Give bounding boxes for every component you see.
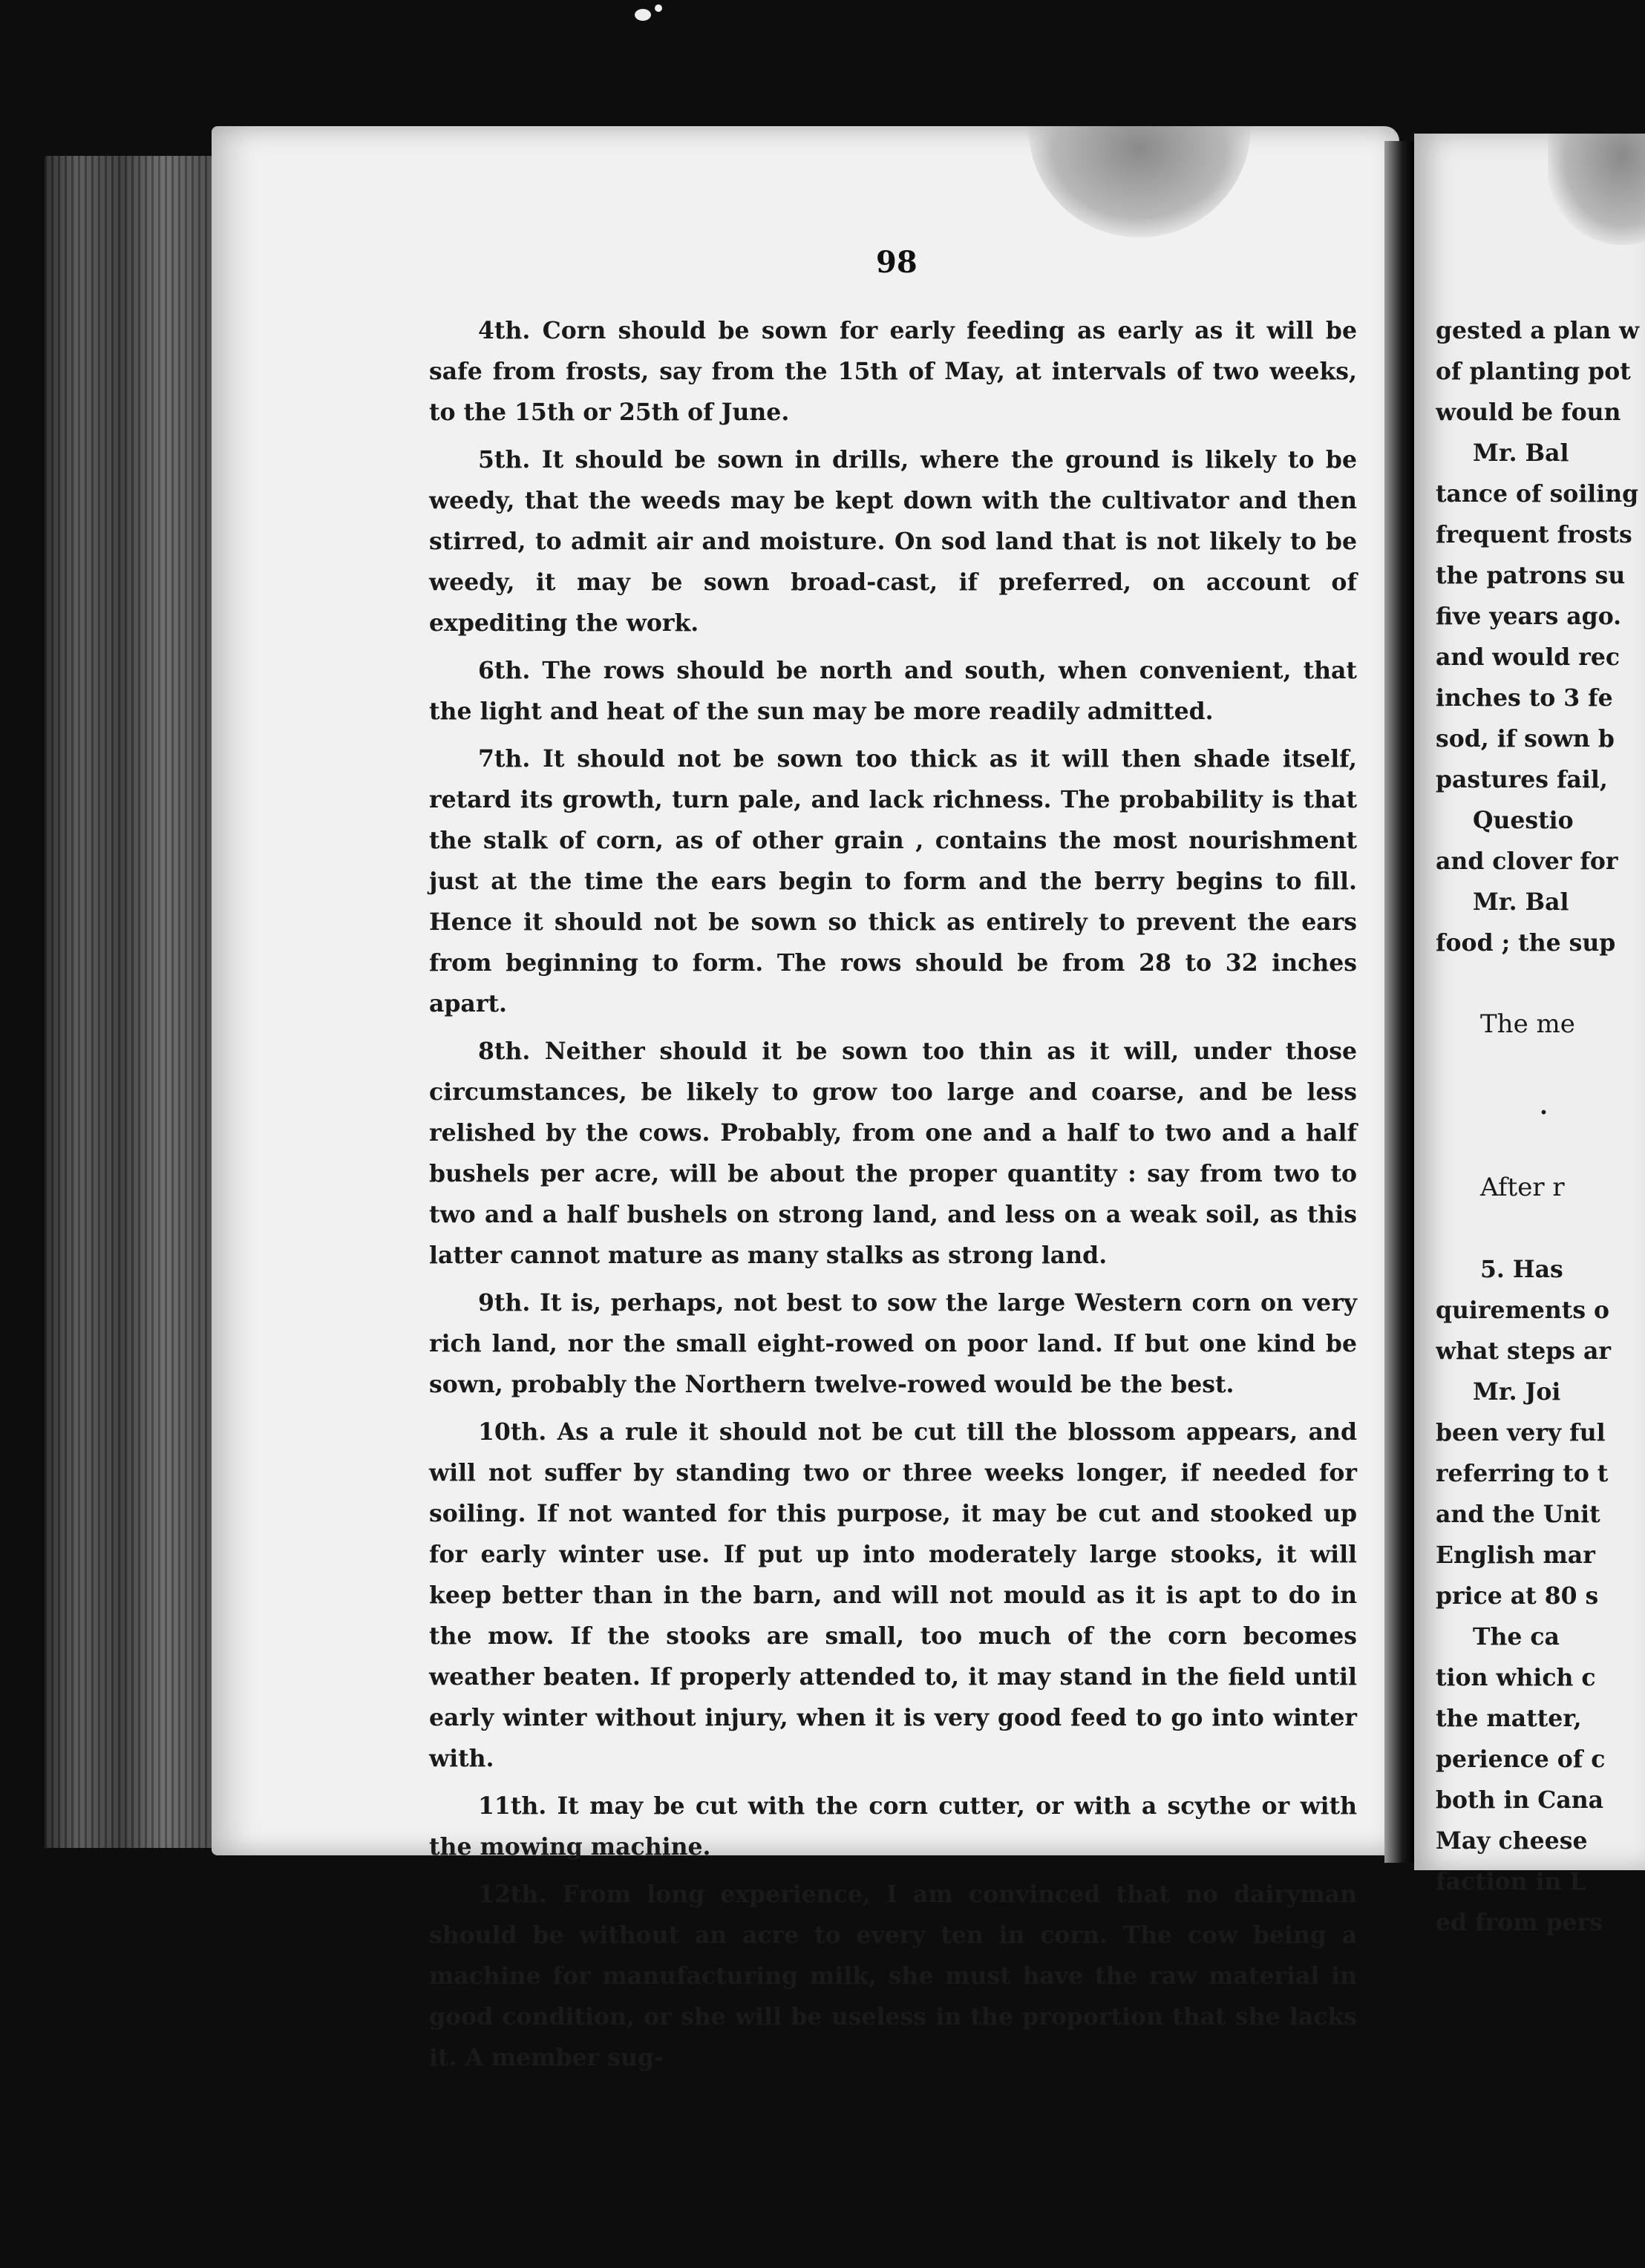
next-page-line: . (1540, 1092, 1548, 1120)
next-page-line: inches to 3 fe (1436, 684, 1613, 712)
next-page-line: The me (1480, 1009, 1575, 1039)
next-page-line: 5. Has (1480, 1256, 1563, 1283)
page-stain (1548, 134, 1645, 245)
paragraph-6th: 6th. The rows should be north and south, when convenient, that the light and heat of the sun may be more readily admitted. (429, 657, 1357, 725)
next-page-line (1436, 963, 1645, 1004)
next-page-line: both in Cana (1436, 1786, 1604, 1814)
paragraph-9th: 9th. It is, perhaps, not best to sow the large Western corn on very rich land, nor the small eight-rowed on poor land. If but one kind be sown, probably the Northern twelve-rowed would be the best. (429, 1289, 1357, 1398)
dust-speck (655, 4, 662, 12)
next-page-line: of planting pot (1436, 358, 1631, 385)
paragraph-12th: 12th. From long experience, I am convinced that no dairyman should be without an acre to every ten in corn. The cow being a machine for manufacturing milk, she must have the raw material in good condition, or she will be useless in the proportion that she lacks it. A member sug- (429, 1881, 1357, 2071)
next-page-line: been very ful (1436, 1419, 1606, 1446)
next-page-line: tance of soiling (1436, 480, 1639, 508)
next-page-text (1436, 310, 1645, 1943)
next-page-line: food ; the sup (1436, 929, 1616, 957)
next-page-line: Mr. Bal (1473, 439, 1569, 467)
page-number: 98 (876, 245, 918, 280)
next-page-line: After r (1480, 1173, 1565, 1202)
page-body-text (429, 310, 1357, 2078)
next-page-line: what steps ar (1436, 1337, 1612, 1365)
next-page-line (1436, 1127, 1645, 1167)
next-page-line: the matter, (1436, 1705, 1582, 1732)
paragraph-11th: 11th. It may be cut with the corn cutter, or with a scythe or with the mowing machine. (429, 1792, 1357, 1861)
next-page-line: gested a plan w (1436, 317, 1640, 344)
paragraph-4th: 4th. Corn should be sown for early feeding as early as it will be safe from frosts, say from the 15th of May, at intervals of two weeks, to the 15th or 25th of June. (429, 317, 1357, 426)
next-page-line: English mar (1436, 1541, 1595, 1569)
next-page-line: referring to t (1436, 1460, 1609, 1487)
paragraph-10th: 10th. As a rule it should not be cut till the blossom appears, and will not suffer by standing two or three weeks longer, if needed for soiling. If not wanted for this purpose, it may be cut and stooked up for early winter use. If put up into moderately large stooks, it will keep better than in the barn, and will not mould as it is apt to do in the mow. If the stooks are small, too much of the corn becomes weather beaten. If properly attended to, it may stand in the field until early winter without injury, when it is very good feed to go into winter with. (429, 1418, 1357, 1772)
next-page-line: ed from pers (1436, 1909, 1603, 1936)
book-spine-edge (45, 156, 215, 1848)
next-page-line: Mr. Bal (1473, 888, 1569, 916)
next-page-line: Questio (1473, 807, 1574, 834)
paragraph-8th: 8th. Neither should it be sown too thin as it will, under those circumstances, be likely to grow too large and coarse, and be less relished by the cows. Probably, from one and a half to two and a half bushels per acre, will be about the proper quantity : say from two to two and a half bushels on strong land, and less on a weak soil, as this latter cannot mature as many stalks as strong land. (429, 1038, 1357, 1269)
next-page-line: The ca (1473, 1623, 1560, 1651)
next-page-line: faction in L (1436, 1868, 1586, 1895)
next-page-line: quirements o (1436, 1297, 1610, 1324)
next-page-line (1436, 1045, 1645, 1086)
book-gutter (1384, 141, 1414, 1863)
next-page-line: five years ago. (1436, 603, 1622, 630)
next-page-line: the patrons su (1436, 562, 1626, 589)
next-page-line: sod, if sown b (1436, 725, 1615, 753)
next-page-line: would be foun (1436, 399, 1621, 426)
next-page-line: tion which c (1436, 1664, 1596, 1691)
next-page-line: perience of c (1436, 1746, 1606, 1773)
next-page-line: pastures fail, (1436, 766, 1608, 793)
next-page-line: frequent frosts (1436, 521, 1632, 548)
next-page-line: and would rec (1436, 643, 1621, 671)
paragraph-7th: 7th. It should not be sown too thick as it will then shade itself, retard its growth, turn pale, and lack richness. The probability is that the stalk of corn, as of other grain , contains the most nourishment just at the time the ears begin to form and the berry begins to fill. Hence it should not be sown so thick as entirely to prevent the ears from beginning to form. The rows should be from 28 to 32 inches apart. (429, 745, 1357, 1017)
paragraph-5th: 5th. It should be sown in drills, where the ground is likely to be weedy, that the weeds may be kept down with the cultivator and then stirred, to admit air and moisture. On sod land that is not likely to be weedy, it may be sown broad-cast, if preferred, on account of expediting the work. (429, 446, 1357, 637)
next-page-line: Mr. Joi (1473, 1378, 1561, 1406)
next-page-line: and the Unit (1436, 1501, 1600, 1528)
next-page-line: and clover for (1436, 848, 1618, 875)
next-page-line: price at 80 s (1436, 1582, 1599, 1610)
dust-speck (635, 9, 651, 21)
next-page-line: May cheese (1436, 1827, 1588, 1855)
next-page-line (1436, 1208, 1645, 1249)
